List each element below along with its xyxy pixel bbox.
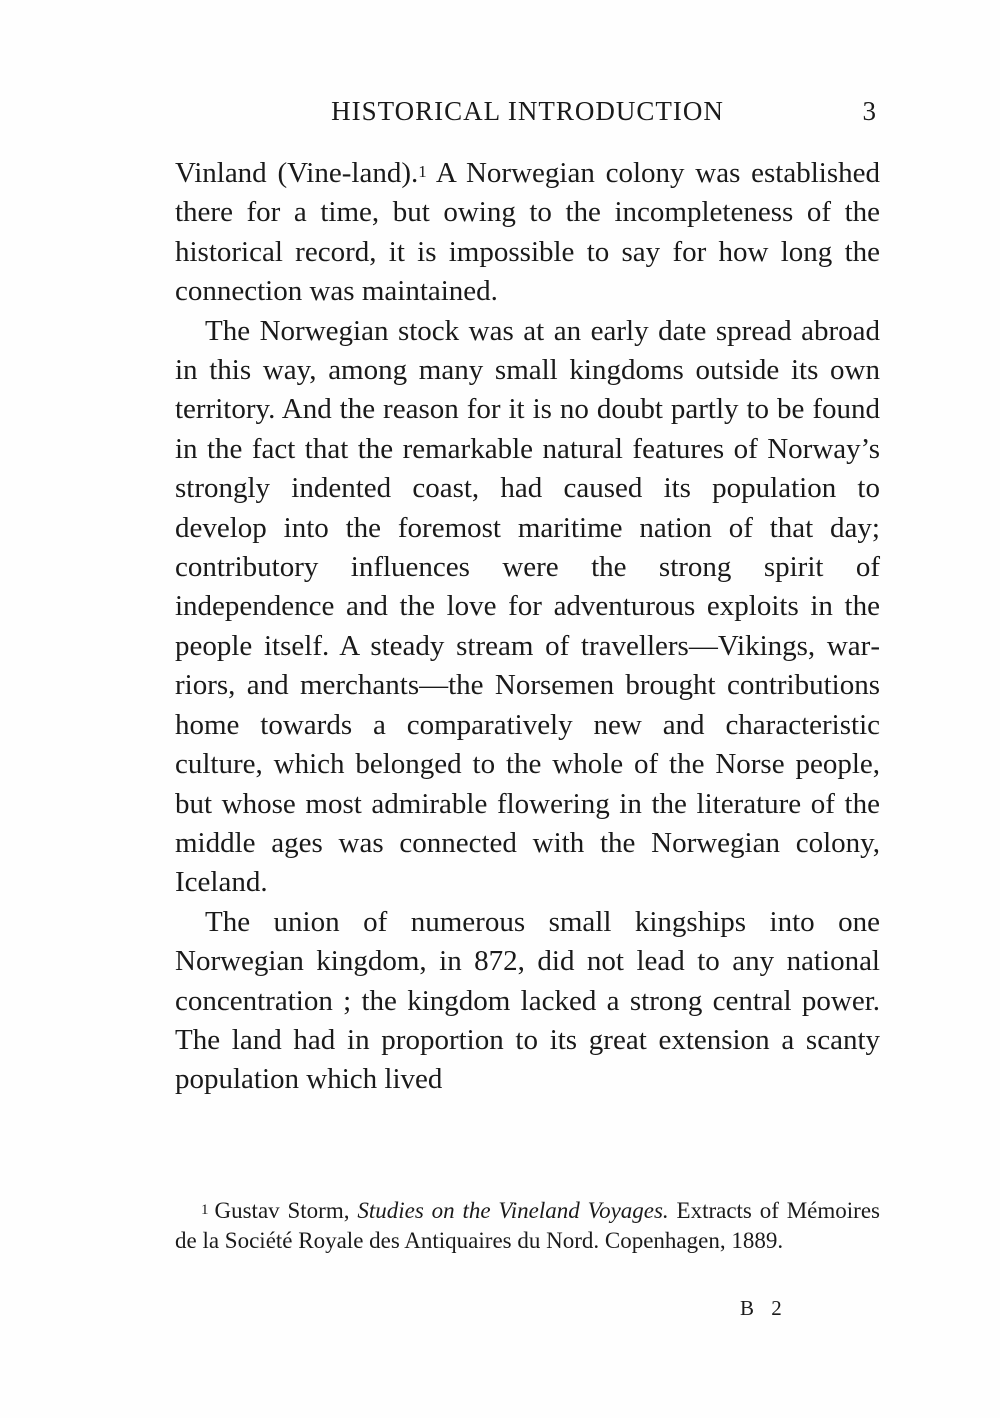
- paragraph-1: [175, 154, 880, 312]
- signature-mark: B 2: [740, 1296, 788, 1320]
- paragraph-1-rest: A Norwegian colony was established there for a time, but owing to the incompleteness of the historical record, it is impossible to say for how long the connection was maintained.: [175, 157, 880, 308]
- running-head-title: HISTORICAL INTRODUCTION: [331, 96, 724, 126]
- footnote-mark: 1: [201, 1202, 209, 1218]
- page-number: 3: [862, 96, 876, 126]
- paragraph-2: The Norwegian stock was at an early date spread abroad in this way, among many small kingdoms outside its own territory. And the reason for it is no doubt partly to be found in the fact that the remarkable natural features of Norway’s strongly indented coast, had caused its population to develop into the foremost maritime nation of that day; contributory influences were the strong spirit of independence and the love for adventurous exploits in the people itself. A steady stream of travellers—Vikings, warriors, and merchants—the Norsemen brought contributions home towards a comparatively new and characteristic culture, which belonged to the whole of the Norse people, but whose most admirable flowering in the literature of the middle ages was connected with the Norwegian colony, Iceland.: [175, 314, 880, 899]
- footnote-reference: 1: [418, 162, 427, 181]
- paragraph-3: The union of numerous small kingships into one Norwegian kingdom, in 872, did not lead to any national concentration ; the kingdom lacked a strong central power. The land had in proportion to its great extension a scanty population which lived: [175, 905, 880, 1096]
- footnote-author: Gustav Storm,: [214, 1198, 350, 1223]
- footnote-rest: Extracts of Mémoires de la Société Royale des Antiquaires du Nord. Copenhagen, 1889.: [175, 1198, 880, 1253]
- footnote-title: Studies on the Vineland Voyages.: [357, 1198, 669, 1223]
- running-head: [175, 96, 880, 136]
- paragraph-1-lead: Vinland (Vine-land).: [175, 157, 419, 189]
- footnotes: [175, 1196, 880, 1256]
- footnote-1: [175, 1196, 880, 1256]
- body-text: [175, 154, 880, 1100]
